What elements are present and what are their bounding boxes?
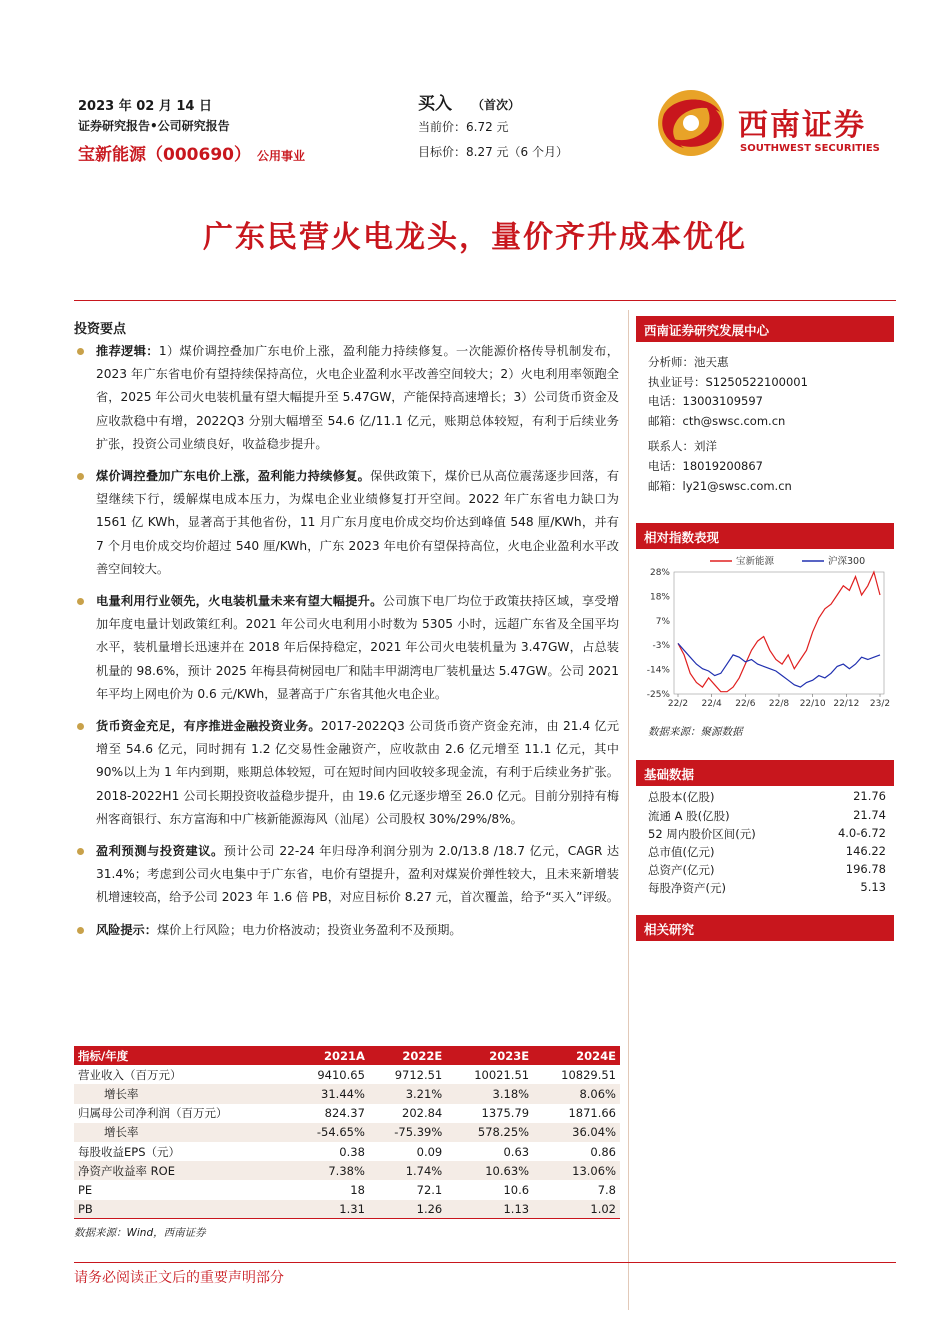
section-title: 投资要点 <box>74 322 127 337</box>
table-cell: 18 <box>350 1182 365 1197</box>
table-cell: 10.6 <box>503 1182 530 1197</box>
table-header: 2024E <box>533 1046 620 1065</box>
analyst-phone: 电话：13003109597 <box>648 394 763 409</box>
base-label: 52 周内股价区间(元) <box>648 827 756 841</box>
base-value: 5.13 <box>860 880 886 894</box>
logo-text-cn: 西南证券 <box>738 108 866 143</box>
table-cell: 9712.51 <box>394 1067 443 1082</box>
table-cell: 1871.66 <box>568 1106 616 1121</box>
y-tick-label: 18% <box>649 592 670 603</box>
point-4 <box>74 715 619 831</box>
series-line <box>678 643 880 687</box>
rating-value: 买入 <box>418 94 452 114</box>
x-tick-label: 22/4 <box>701 699 722 709</box>
table-cell: -75.39% <box>369 1123 446 1142</box>
table-header: 2022E <box>369 1046 446 1065</box>
contact-phone: 电话：18019200867 <box>648 458 763 473</box>
table-cell: 7.38% <box>292 1161 369 1180</box>
rating <box>418 89 520 114</box>
base-label: 流通 A 股(亿股) <box>648 809 730 823</box>
relative-performance-chart <box>640 552 894 722</box>
base-data-row <box>648 808 886 827</box>
table-cell: 3.21% <box>369 1084 446 1103</box>
analyst-info <box>648 353 808 496</box>
base-value: 21.74 <box>853 808 886 822</box>
base-label: 每股净资产(元) <box>648 881 726 895</box>
table-cell: 营业收入（百万元） <box>78 1067 182 1082</box>
column-divider <box>628 310 629 1310</box>
report-title: 广东民营火电龙头，量价齐升成本优化 <box>203 220 747 255</box>
point-head: 货币资金充足，有序推进金融投资业务。 <box>96 719 321 734</box>
table-row <box>74 1161 620 1180</box>
base-value: 196.78 <box>845 862 886 876</box>
base-data-header: 基础数据 <box>636 760 894 786</box>
analyst-name: 分析师：池天惠 <box>648 355 729 369</box>
contact-email[interactable]: 邮箱：ly21@swsc.com.cn <box>648 478 792 493</box>
table-cell: 0.63 <box>503 1144 530 1159</box>
point-text: 1）煤价调控叠加广东电价上涨，盈利能力持续修复。一次能源价格传导机制发布，2023 年广东省电价有望持续保持高位，火电企业盈利水平改善空间较大；2）火电利用率领跑全省，2025 年公司火电装机量有望大幅提升至 5.47GW，产能保持高速增长；3）公司货币资金及应收款稳中有增，2022Q3 分别大幅增至 54.6 亿/11.1 亿元，账期总体较短，有利于后续业务扩张，投资公司业绩良好，收益稳步提升。 <box>96 344 619 451</box>
point-head: 推荐逻辑： <box>96 344 159 358</box>
x-tick-label: 22/10 <box>799 699 826 709</box>
base-data-row <box>648 789 886 808</box>
table-cell: 1.31 <box>292 1200 369 1219</box>
footer-divider <box>74 1262 896 1263</box>
table-cell: 9410.65 <box>317 1067 365 1082</box>
logo-emblem-icon <box>654 86 730 160</box>
table-row <box>74 1123 620 1142</box>
table-cell: 1.26 <box>369 1200 446 1219</box>
y-tick-label: -14% <box>646 665 670 676</box>
legend-label: 宝新能源 <box>736 556 775 567</box>
analyst-email[interactable]: 邮箱：cth@swsc.com.cn <box>648 413 786 428</box>
chart-svg <box>640 552 894 722</box>
report-date: 2023 年 02 月 14 日 <box>78 99 212 114</box>
table-cell: 1375.79 <box>481 1106 530 1121</box>
plot-frame <box>674 572 884 694</box>
base-value: 4.0-6.72 <box>837 826 886 840</box>
company-label: 宝新能源（000690） <box>78 145 251 165</box>
table-row <box>74 1142 620 1161</box>
key-points <box>74 340 619 951</box>
point-head: 盈利预测与投资建议。 <box>96 844 224 859</box>
y-tick-label: -3% <box>652 641 670 652</box>
table-cell: 10829.51 <box>561 1067 616 1082</box>
table-cell: 0.09 <box>416 1144 443 1159</box>
table-cell: 归属母公司净利润（百万元） <box>78 1106 228 1121</box>
table-row <box>74 1200 620 1219</box>
research-center-header: 西南证券研究发展中心 <box>636 316 894 342</box>
table-cell: -54.65% <box>292 1123 369 1142</box>
chart-header: 相对指数表现 <box>636 523 894 549</box>
point-text: 公司旗下电厂均位于政策扶持区域，享受增加年度电量计划政策红利。2021 年公司火电利用小时数为 5305 小时，远超广东省及全国平均水平，装机量增长迅速并在 2018 年后保持稳定，2021 年公司火电装机量为 3.47GW，占总装机量的 98.6%，预计 2025 年梅县荷树园电厂和陆丰甲湖湾电厂装机量达 5.47GW。公司 2021 年平均上网电价为 0.6 元/KWh，显著高于广东省其他火电企业。 <box>96 594 620 701</box>
y-tick-label: 7% <box>655 616 670 627</box>
table-cell: 202.84 <box>402 1106 443 1121</box>
point-head: 煤价调控叠加广东电价上涨，盈利能力持续修复。 <box>96 469 371 484</box>
base-label: 总市值(亿元) <box>648 845 715 859</box>
table-source: 数据来源：Wind，西南证券 <box>74 1227 206 1240</box>
table-cell: 3.18% <box>446 1084 533 1103</box>
table-cell: 578.25% <box>446 1123 533 1142</box>
point-head: 电量利用行业领先，火电装机量未来有望大幅提升。 <box>96 594 383 609</box>
y-tick-label: -25% <box>646 690 670 700</box>
current-price: 当前价：6.72 元 <box>418 120 509 134</box>
financial-table <box>74 1046 620 1219</box>
table-cell: 0.86 <box>590 1144 616 1159</box>
related-research-header: 相关研究 <box>636 915 894 941</box>
point-1 <box>74 340 619 456</box>
base-value: 146.22 <box>845 844 886 858</box>
point-5 <box>74 840 619 910</box>
table-row <box>74 1104 620 1123</box>
company-logo <box>654 86 894 160</box>
table-row <box>74 1084 620 1103</box>
table-cell: 增长率 <box>74 1123 292 1142</box>
table-cell: 36.04% <box>533 1123 620 1142</box>
base-data-row <box>648 844 886 863</box>
base-data-row <box>648 862 886 881</box>
table-cell: 72.1 <box>416 1182 443 1197</box>
rating-note: （首次） <box>472 98 521 112</box>
table-cell: 10021.51 <box>474 1067 530 1082</box>
point-head: 风险提示： <box>96 922 157 937</box>
footer-disclaimer: 请务必阅读正文后的重要声明部分 <box>74 1270 284 1286</box>
chart-source: 数据来源：聚源数据 <box>648 726 743 738</box>
table-cell: 1.74% <box>369 1161 446 1180</box>
point-text: 保供政策下，煤价已从高位震荡逐步回落，有望继续下行，缓解煤电成本压力，为煤电企业业绩修复打开空间。2022 年广东省电力缺口为 1561 亿 KWh，显著高于其他省份，11 月广东月度电价成交均价达到峰值 548 厘/KWh，并有 7 个月电价成交均价超过 540 厘/KWh，广东 2023 年电价有望保持高位，火电企业盈利水平改善空间较大。 <box>96 469 620 576</box>
analyst-cert: 执业证号：S1250522100001 <box>648 374 808 389</box>
table-cell: 31.44% <box>292 1084 369 1103</box>
point-6 <box>74 919 619 942</box>
contact-name: 联系人：刘洋 <box>648 439 717 454</box>
point-text: 煤价上行风险；电力价格波动；投资业务盈利不及预期。 <box>156 922 462 937</box>
x-tick-label: 22/6 <box>735 699 756 709</box>
table-cell: 13.06% <box>533 1161 620 1180</box>
x-tick-label: 22/12 <box>833 699 860 709</box>
x-tick-label: 22/2 <box>667 699 689 709</box>
legend-label: 沪深300 <box>828 556 866 567</box>
table-cell: PB <box>74 1200 292 1219</box>
logo-text-en: SOUTHWEST SECURITIES <box>740 143 880 154</box>
base-data-row <box>648 826 886 845</box>
divider <box>74 300 896 301</box>
x-tick-label: 22/8 <box>768 699 790 709</box>
table-cell: 1.02 <box>533 1200 620 1219</box>
table-cell: 1.13 <box>446 1200 533 1219</box>
base-value: 21.76 <box>853 789 886 803</box>
table-header: 指标/年度 <box>74 1046 292 1065</box>
financial-table-wrap <box>74 1046 620 1240</box>
base-label: 总资产(亿元) <box>648 863 715 877</box>
table-cell: 净资产收益率 ROE <box>74 1161 292 1180</box>
report-type: 证券研究报告•公司研究报告 <box>78 119 230 133</box>
table-header: 2021A <box>292 1046 369 1065</box>
target-price: 目标价：8.27 元（6 个月） <box>418 145 568 159</box>
table-cell: 8.06% <box>533 1084 620 1103</box>
table-header-row <box>74 1046 620 1065</box>
table-cell: 824.37 <box>324 1106 365 1121</box>
table-cell: 10.63% <box>446 1161 533 1180</box>
base-label: 总股本(亿股) <box>648 790 715 804</box>
point-2 <box>74 465 619 581</box>
table-cell: 增长率 <box>74 1084 292 1103</box>
point-text: 2017-2022Q3 公司货币资产资金充沛，由 21.4 亿元增至 54.6 亿元，同时拥有 1.2 亿交易性金融资产，应收款由 2.6 亿元增至 11.1 亿元，其中 90%以上为 1 年内到期，账期总体较短，可在短时间内回收较多现金流，有利于后续业务扩张。2018-2022H1 公司长期投资收益稳步提升，由 19.6 亿元逐步增至 26.0 亿元。目前分别持有梅州客商银行、东方富海和中广核新能源海风（汕尾）公司股权 30%/29%/8%。 <box>96 719 620 826</box>
y-tick-label: 28% <box>649 568 670 578</box>
point-3 <box>74 590 619 706</box>
table-header: 2023E <box>446 1046 533 1065</box>
table-cell: PE <box>78 1182 93 1197</box>
table-cell: 0.38 <box>339 1144 365 1159</box>
table-row <box>74 1065 620 1084</box>
base-data-row <box>648 880 886 899</box>
industry-label: 公用事业 <box>256 149 305 163</box>
company-name <box>78 140 305 165</box>
table-cell: 每股收益EPS（元） <box>78 1144 180 1159</box>
table-row <box>74 1180 620 1199</box>
table-cell: 7.8 <box>597 1182 616 1197</box>
x-tick-label: 23/2 <box>869 699 891 709</box>
point-text: 预计公司 22-24 年归母净利润分别为 2.0/13.8 /18.7 亿元，CAGR 达 31.4%；考虑到公司火电集中于广东省，电价有望提升，盈利对煤炭价弹性较大，且未来新增装机增速较高，给予公司 2023 年 1.6 倍 PB，对应目标价 8.27 元，首次覆盖，给予“买入”评级。 <box>96 844 620 905</box>
